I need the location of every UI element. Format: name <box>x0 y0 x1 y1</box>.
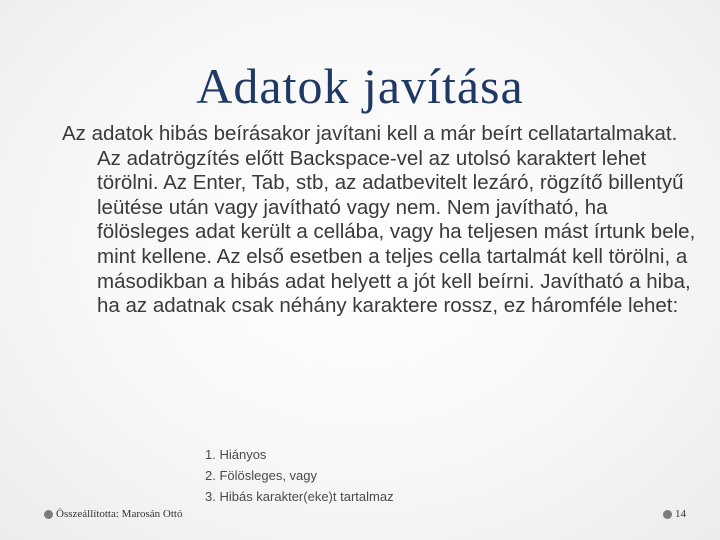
list-item: 3. Hibás karakter(eke)t tartalmaz <box>205 489 394 504</box>
body-paragraph: Az adatok hibás beírásakor javítani kell a már beírt cellatartalmakat. Az adatrögzítés előtt Backspace-vel az utolsó karaktert lehet törölni. Az Enter, Tab, stb, az adatbevitelt lezáró, rögzítő billentyű leütése után vagy javítható vagy nem. Nem javítható, ha fölösleges adat került a cellába, vagy ha teljesen mást írtunk bele, mint kellene. Az első esetben a teljes cella tartalmát kell törölni, a másodikban a hibás adat helyett a jót kell beírni. Javítható a hiba, ha az adatnak csak néhány karaktere rossz, ez háromféle lehet: <box>62 122 696 318</box>
author-label: Összeállította: Marosán Ottó <box>56 508 183 520</box>
list-item: 1. Hiányos <box>205 447 267 462</box>
slide-title: Adatok javítása <box>196 58 524 114</box>
bullet-dot-icon <box>44 510 53 519</box>
footer-page <box>663 506 686 522</box>
bullet-dot-icon <box>663 510 672 519</box>
page-number: 14 <box>675 508 686 520</box>
footer-author <box>44 506 182 522</box>
list-item: 2. Fölösleges, vagy <box>205 468 318 483</box>
error-types-list <box>205 444 394 507</box>
